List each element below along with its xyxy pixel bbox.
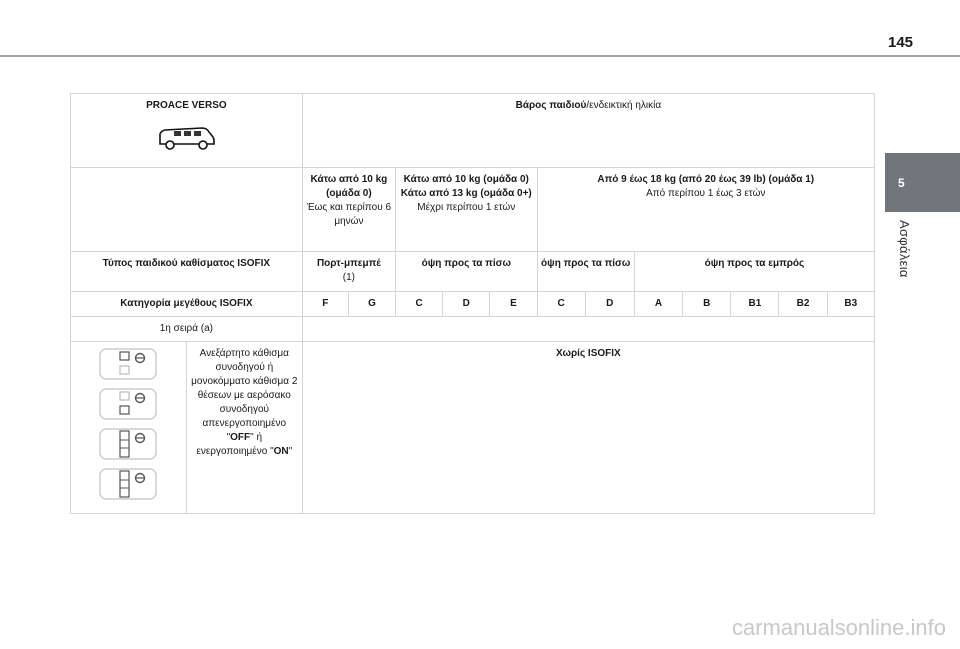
rear-facing-label: όψη προς τα πίσω bbox=[396, 252, 537, 292]
size-class-cell: B bbox=[683, 292, 731, 317]
isofix-table bbox=[70, 93, 875, 514]
header-rule bbox=[0, 55, 960, 57]
age-header: /ενδεικτική ηλικία bbox=[586, 100, 662, 111]
chapter-number: 5 bbox=[898, 176, 905, 190]
group-0plus-age: Μέχρι περίπου 1 ετών bbox=[417, 202, 516, 213]
chapter-title: Ασφάλεια bbox=[897, 220, 912, 278]
group-0-weight: Κάτω από 10 kg (ομάδα 0) bbox=[310, 174, 388, 199]
size-class-cell: B2 bbox=[779, 292, 827, 317]
no-isofix-cell: Χωρίς ISOFIX bbox=[302, 342, 874, 514]
group-0plus-cell bbox=[396, 168, 537, 252]
row-1-label: 1η σειρά (a) bbox=[71, 317, 303, 342]
van-icon bbox=[156, 125, 216, 151]
seat-layout-icon bbox=[98, 467, 158, 501]
carrycot-cell bbox=[302, 252, 395, 292]
group-0-cell bbox=[302, 168, 395, 252]
size-class-cell: C bbox=[396, 292, 443, 317]
size-class-cell: D bbox=[443, 292, 490, 317]
seat-type-label: Τύπος παιδικού καθίσματος ISOFIX bbox=[71, 252, 303, 292]
watermark: carmanualsonline.info bbox=[731, 615, 946, 640]
weight-header: Βάρος παιδιού bbox=[515, 100, 587, 111]
page-number: 145 bbox=[888, 34, 914, 51]
seat-diagram-cell bbox=[71, 342, 187, 514]
group-0plus-weight: Κάτω από 10 kg (ομάδα 0) Κάτω από 13 kg (ομάδα 0+) bbox=[400, 174, 532, 199]
seat-layout-icon bbox=[98, 387, 158, 421]
group-1-weight: Από 9 έως 18 kg (από 20 έως 39 lb) (ομάδα 1) bbox=[597, 174, 815, 185]
size-class-cell: B1 bbox=[731, 292, 779, 317]
size-class-cell: F bbox=[302, 292, 348, 317]
forward-facing-label: όψη προς τα εμπρός bbox=[634, 252, 874, 292]
vehicle-name: PROACE VERSO bbox=[146, 100, 227, 111]
size-class-cell: G bbox=[348, 292, 395, 317]
empty-cell bbox=[302, 317, 874, 342]
seat-description-cell bbox=[186, 342, 302, 514]
group-1-cell bbox=[537, 168, 875, 252]
empty-cell bbox=[71, 168, 303, 252]
airbag-on-label: ON bbox=[273, 446, 289, 457]
size-class-cell: C bbox=[537, 292, 585, 317]
group-0-age: Έως και περίπου 6 μηνών bbox=[306, 202, 392, 227]
seat-description: Ανεξάρτητο κάθισμα συνοδηγού ή μονοκόμματο κάθισμα 2 θέσεων με αερόσακο συνοδηγού απενεργοποιημένο " bbox=[191, 348, 298, 443]
size-class-label: Κατηγορία μεγέθους ISOFIX bbox=[71, 292, 303, 317]
seat-layout-icon bbox=[98, 427, 158, 461]
carrycot-label: Πορτ-μπεμπέ bbox=[316, 258, 381, 269]
chapter-tab bbox=[885, 153, 960, 212]
size-class-cell: D bbox=[585, 292, 634, 317]
airbag-off-label: OFF bbox=[230, 432, 251, 443]
weight-header-cell bbox=[302, 94, 874, 168]
rear-facing-label-2: όψη προς τα πίσω bbox=[537, 252, 634, 292]
seat-layout-icon bbox=[98, 347, 158, 381]
size-class-cell: A bbox=[634, 292, 682, 317]
seat-description: " bbox=[288, 446, 293, 457]
seat-description: " ή ενεργοποιημένο " bbox=[196, 432, 274, 457]
size-class-cell: E bbox=[490, 292, 537, 317]
vehicle-cell bbox=[71, 94, 303, 168]
group-1-age: Από περίπου 1 έως 3 ετών bbox=[646, 188, 766, 199]
size-class-cell: B3 bbox=[827, 292, 874, 317]
carrycot-note: (1) bbox=[342, 272, 355, 283]
